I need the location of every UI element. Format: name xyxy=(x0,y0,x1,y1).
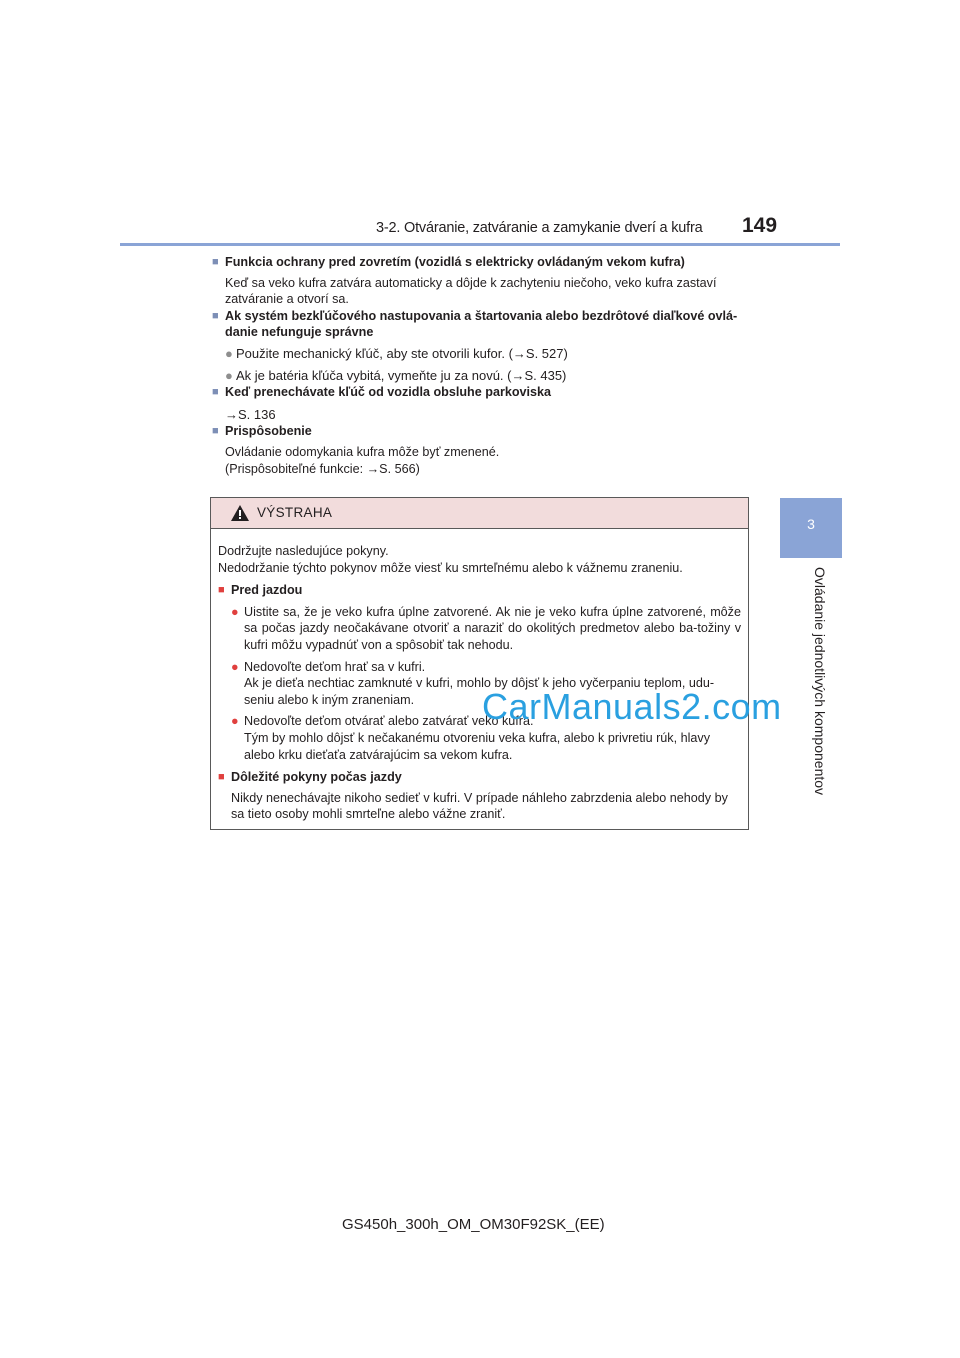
warning-header xyxy=(211,498,748,529)
list-item: ● Ak je batéria kľúča vybitá, vymeňte ju za novú. (→S. 435) xyxy=(225,367,567,383)
section-title: Prispôsobenie xyxy=(225,424,312,439)
page-number: 149 xyxy=(742,214,778,237)
chapter-label: Ovládanie jednotlivých komponentov xyxy=(812,567,828,796)
section-keyless-malfunction xyxy=(212,308,752,384)
warning-group-title: ■ Pred jazdou xyxy=(218,583,303,598)
warning-body xyxy=(211,529,748,823)
warning-box xyxy=(210,497,749,830)
warning-item: ● Uistite sa, že je veko kufra úplne zatvorené. Ak nie je veko kufra úplne zatvorené, môže sa počas jazdy neočakávane otvoriť a naraziť do okolitých predmetov alebo ba-tožiny v kufri môžu vypadnúť von a spôsobiť tak nehodu. xyxy=(231,604,741,652)
warning-group-title: ■ Dôležité pokyny počas jazdy xyxy=(218,770,402,785)
content xyxy=(212,254,752,477)
square-bullet-icon: ■ xyxy=(212,386,219,399)
warning-intro: Nedodržanie týchto pokynov môže viesť ku smrteľnému alebo k vážnemu zraneniu. xyxy=(218,560,683,575)
circle-bullet-icon: ● xyxy=(231,604,239,619)
header-title: 3-2. Otváranie, zatváranie a zamykanie dverí a kufra xyxy=(376,220,703,236)
page-reference: →S. 136 xyxy=(225,406,276,422)
circle-bullet-icon: ● xyxy=(225,345,233,361)
section-text: (Prispôsobiteľné funkcie: →S. 566) xyxy=(225,461,420,476)
circle-bullet-icon: ● xyxy=(231,659,239,674)
warning-triangle-icon xyxy=(231,505,249,521)
chapter-tab xyxy=(780,498,842,558)
square-bullet-icon: ■ xyxy=(212,425,219,438)
header-rule xyxy=(120,243,840,246)
square-bullet-icon: ■ xyxy=(218,771,225,784)
watermark: CarManuals2.com xyxy=(482,686,782,727)
circle-bullet-icon: ● xyxy=(231,714,239,729)
section-valet-key xyxy=(212,384,752,423)
warning-title: VÝSTRAHA xyxy=(257,505,333,520)
list-item: ● Použite mechanický kľúč, aby ste otvorili kufor. (→S. 527) xyxy=(225,345,568,361)
section-pinch-protection xyxy=(212,254,752,308)
warning-intro: Dodržujte nasledujúce pokyny. xyxy=(218,544,389,558)
footer-doc-code: GS450h_300h_OM_OM30F92SK_(EE) xyxy=(342,1216,605,1233)
section-title: Funkcia ochrany pred zovretím (vozidlá s elektricky ovládaným vekom kufra) xyxy=(225,255,685,269)
section-title: Ak systém bezkľúčového nastupovania a štartovania alebo bezdrôtové diaľkové ovlá-danie nefunguje správne xyxy=(225,308,738,340)
square-bullet-icon: ■ xyxy=(212,256,219,268)
chapter-number: 3 xyxy=(807,516,815,532)
section-text: Ovládanie odomykania kufra môže byť zmenené. xyxy=(225,444,500,459)
square-bullet-icon: ■ xyxy=(212,309,219,322)
warning-item: ● Nedovoľte deťom hrať sa v kufri. Ak je dieťa nechtiac zamknuté v kufri, mohlo by dôjsť k jeho vyčerpaniu teplom, udu-seniu alebo k iným zraneniam. xyxy=(231,659,715,707)
section-text: Keď sa veko kufra zatvára automaticky a dôjde k zachyteniu niečoho, veko kufra zastaví zatváranie a otvorí sa. xyxy=(225,275,717,307)
warning-text: Nikdy nenechávajte nikoho sedieť v kufri. V prípade náhleho zabrzdenia alebo nehody by sa tieto osoby mohli smrteľne alebo vážne zraniť. xyxy=(231,790,728,822)
warning-item: ● Nedovoľte deťom otvárať alebo zatvárať veko kufra. Tým by mohlo dôjsť k nečakanému otvoreniu veka kufra, alebo k privretiu rúk, hlavy alebo krku dieťaťa zatvárajúcim sa vekom kufra. xyxy=(231,714,711,762)
section-title: Keď prenechávate kľúč od vozidla obsluhe parkoviska xyxy=(225,385,552,400)
section-customization xyxy=(212,423,752,477)
square-bullet-icon: ■ xyxy=(218,584,225,597)
circle-bullet-icon: ● xyxy=(225,367,233,383)
